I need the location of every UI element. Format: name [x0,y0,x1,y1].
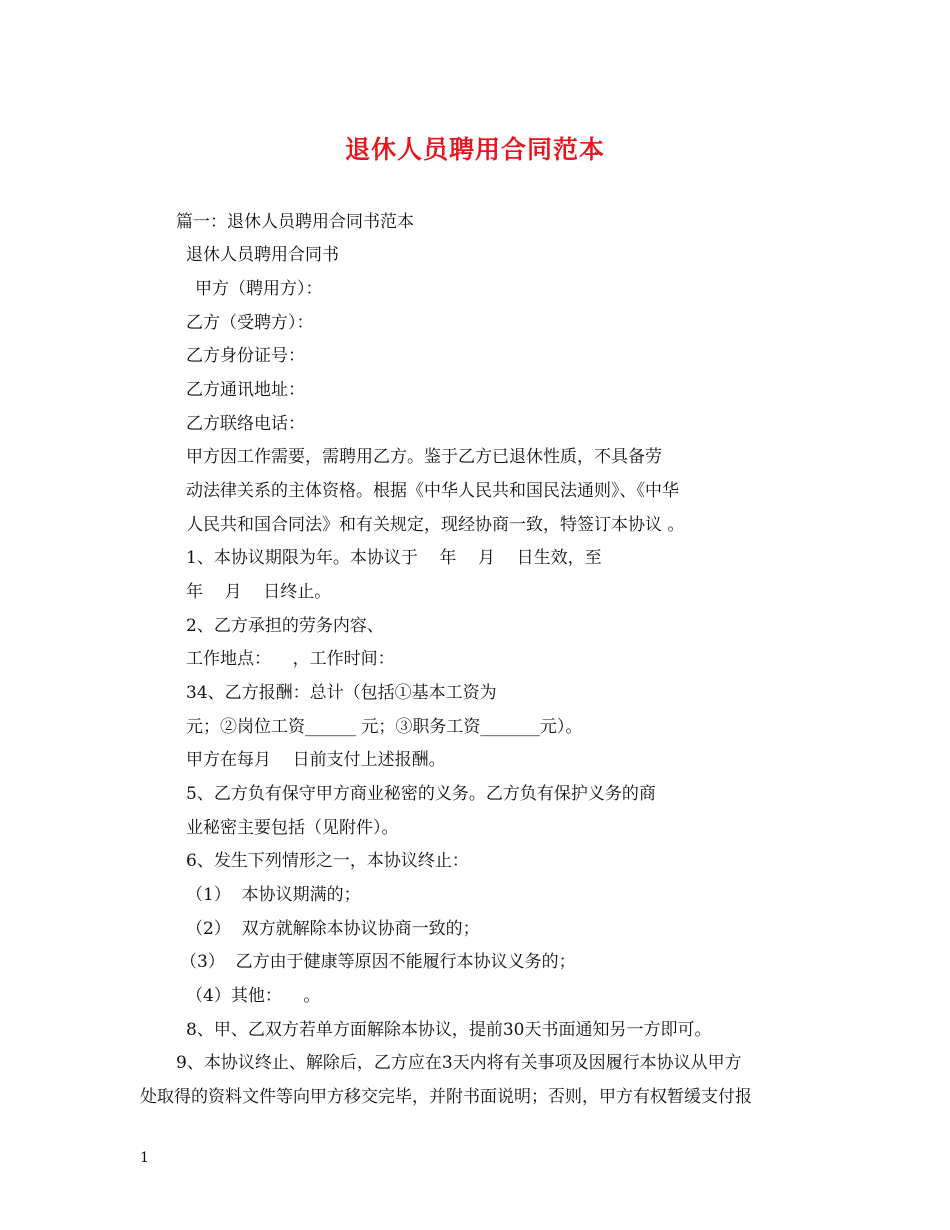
text-line: 元；②岗位工资______ 元；③职务工资_______元）。 [186,717,583,737]
text-line: 9、本协议终止、解除后，乙方应在3天内将有关事项及因履行本协议从甲方 [176,1053,742,1073]
text-line: 8、甲、乙双方若单方面解除本协议，提前30天书面通知另一方即可。 [186,1020,712,1040]
text-line: 工作地点： ，工作时间： [186,649,395,669]
text-line: 乙方通讯地址： [186,380,305,400]
text-line: 5、乙方负有保守甲方商业秘密的义务。乙方负有保护义务的商 [186,784,656,804]
text-line: 2、乙方承担的劳务内容、 [186,616,384,636]
text-line: 退休人员聘用合同书 [186,245,339,265]
text-line: 年 月 日终止。 [186,582,332,602]
text-line: 处取得的资料文件等向甲方移交完毕，并附书面说明；否则，甲方有权暂缓支付报 [140,1087,752,1107]
text-line: 乙方（受聘方）： [186,313,314,333]
text-line: 业秘密主要包括（见附件）。 [186,818,399,838]
page-number: 1 [140,1150,149,1166]
text-line: （1） 本协议期满的； [186,885,361,905]
text-line: 乙方联络电话： [186,414,305,434]
text-line: 甲方因工作需要，需聘用乙方。鉴于乙方已退休性质，不具备劳 [186,447,662,467]
text-line: 34、乙方报酬：总计（包括①基本工资为 [186,683,497,703]
text-line: （2） 双方就解除本协议协商一致的； [186,919,480,939]
text-line: 人民共和国合同法》和有关规定，现经协商一致，特签订本协议 。 [186,515,685,535]
text-line: 篇一：退休人员聘用合同书范本 [176,212,414,232]
document-title: 退休人员聘用合同范本 [344,135,605,164]
text-line: （4）其他： 。 [186,986,321,1006]
text-line: 乙方身份证号： [186,346,305,366]
text-line: （3） 乙方由于健康等原因不能履行本协议义务的； [180,952,576,972]
text-line: 甲方在每月 日前支付上述报酬。 [186,750,446,770]
text-line: 动法律关系的主体资格。根据《中华人民共和国民法通则》、《中华 [186,481,679,501]
text-line: 1、本协议期限为年。本协议于 年 月 日生效，至 [186,548,602,568]
text-line: 6、发生下列情形之一，本协议终止： [186,851,469,871]
text-line: 甲方（聘用方）： [195,279,323,299]
